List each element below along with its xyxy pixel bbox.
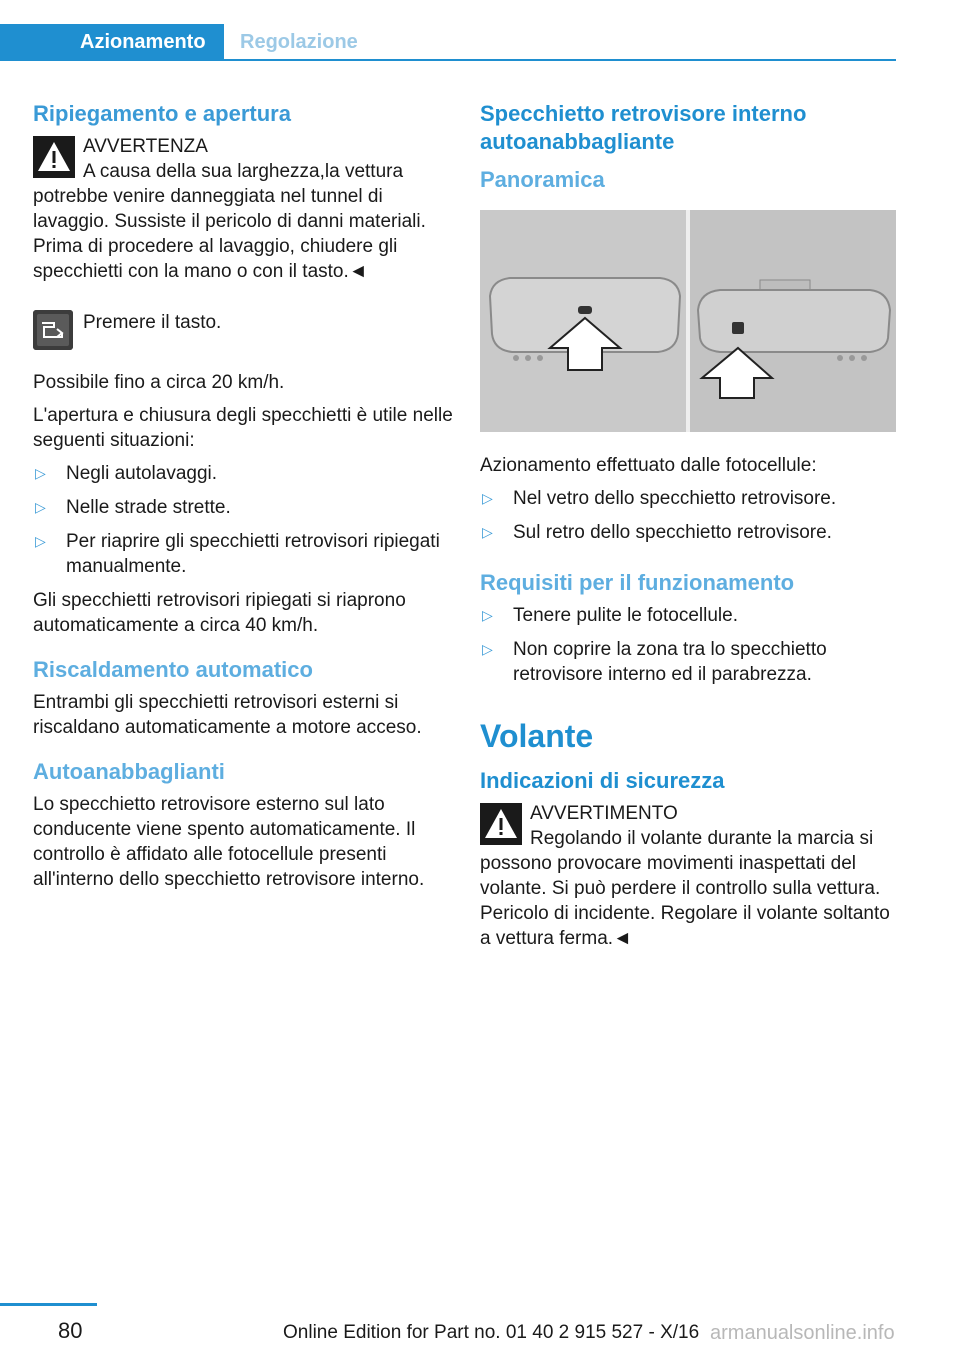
tab-regolazione[interactable]: Regolazione [240,31,358,53]
page-number: 80 [58,1318,83,1343]
warning-box-folding [33,134,453,284]
right-column [480,100,900,959]
warning-heading: AVVERTENZA [83,136,208,157]
bullet-triangle-icon: ▷ [35,499,46,515]
watermark: armanualsonline.info [710,1322,895,1344]
paragraph-autodim: Lo specchietto retrovisore esterno sul lato conducente viene spento automaticamente. Il controllo è affidato alle fotocellule presenti all'interno dello specchietto retrovisore interno. [33,794,425,890]
situations-list [33,461,453,579]
photocells-list [480,486,900,545]
requirements-list [480,603,900,687]
footer-rule [0,1303,97,1306]
list-item: ▷ Per riaprire gli specchietti retrovisori ripiegati manualmente. [35,531,440,577]
bullet-triangle-icon: ▷ [482,490,493,506]
bullet-triangle-icon: ▷ [482,641,493,657]
section-title-folding: Ripiegamento e apertura [33,101,291,126]
bullet-triangle-icon: ▷ [482,524,493,540]
warning-text: A causa della sua larghezza,la vettura potrebbe venire danneggiata nel tunnel di lavaggio. Sussiste il pericolo di danni materiali. Prima di procedere al lavaggio, chiudere gli specchietti con la mano o con il tasto.◄ [33,161,426,282]
list-item: ▷ Sul retro dello specchietto retrovisore. [482,522,832,543]
tab-azionamento[interactable]: Azionamento [0,24,224,61]
subtitle-overview: Panoramica [480,167,605,192]
paragraph-speed: Possibile fino a circa 20 km/h. [33,372,285,393]
paragraph-reopen: Gli specchietti retrovisori ripiegati si riaprono automaticamente a circa 40 km/h. [33,590,406,636]
section-title-interior-mirror: Specchietto retrovisore interno autoanabbagliante [480,101,807,154]
subtitle-requirements: Requisiti per il funzionamento [480,570,795,595]
chapter-title-volante: Volante [480,718,594,754]
paragraph-heating: Entrambi gli specchietti retrovisori esterni si riscaldano automaticamente a motore acceso. [33,692,422,738]
warning-heading: AVVERTIMENTO [530,803,678,824]
warning-text: Regolando il volante durante la marcia si possono provocare movimenti inaspettati del volante. Si può perdere il controllo sulla vettura. Pericolo di incidente. Regolare il volante soltanto a vettura ferma.◄ [480,828,890,949]
mirror-fold-button-icon [33,310,73,350]
list-item: ▷ Tenere pulite le fotocellule. [482,605,738,626]
section-title-autodim: Autoanabbaglianti [33,759,225,784]
list-item: ▷ Nelle strade strette. [35,497,231,518]
section-title-safety: Indicazioni di sicurezza [480,768,725,793]
bullet-triangle-icon: ▷ [35,465,46,481]
bullet-triangle-icon: ▷ [35,533,46,549]
mirror-fold-button-row [33,310,453,354]
list-item: ▷ Nel vetro dello specchietto retrovisore. [482,488,837,509]
section-title-heating: Riscaldamento automatico [33,657,313,682]
mirror-photocells-illustration [480,210,896,432]
header-rule [224,59,896,61]
bullet-triangle-icon: ▷ [482,607,493,623]
warning-box-steering [480,801,900,951]
warning-triangle-icon [480,803,522,845]
left-column [33,100,453,900]
paragraph-photocells: Azionamento effettuato dalle fotocellule: [480,455,817,476]
edition-note: Online Edition for Part no. 01 40 2 915 527 - X/16 [283,1322,700,1343]
page-header [0,0,960,62]
list-item: ▷ Non coprire la zona tra lo specchietto retrovisore interno ed il parabrezza. [482,639,827,685]
button-instruction: Premere il tasto. [83,312,222,333]
warning-triangle-icon [33,136,75,178]
list-item: ▷ Negli autolavaggi. [35,463,218,484]
paragraph-useful: L'apertura e chiusura degli specchietti è utile nelle seguenti situazioni: [33,405,453,451]
